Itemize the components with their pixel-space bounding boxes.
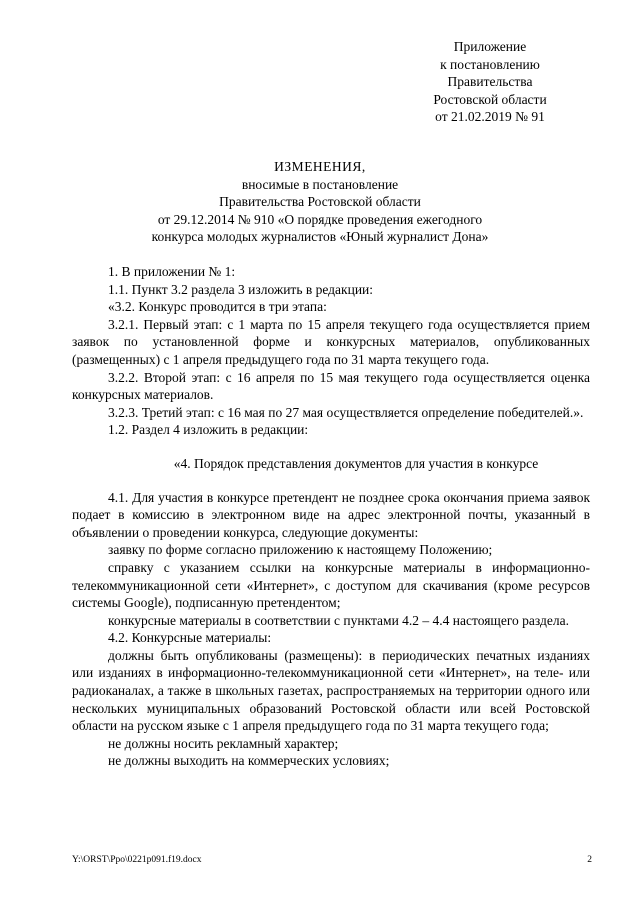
document-heading [100,158,540,246]
paragraph: конкурсные материалы в соответствии с пунктами 4.2 – 4.4 настоящего раздела. [108,612,569,628]
appendix-line: Ростовской области [433,91,547,107]
paragraph: 3.2.1. Первый этап: с 1 марта по 15 апреля текущего года осуществляется прием заявок по установленной форме и конкурсных материалов, опубликованных (размещенных) с 1 апреля предыдущего года по 31 марта текущего года. [72,316,590,367]
paragraph: заявку по форме согласно приложению к настоящему Положению; [108,542,493,558]
appendix-line: к постановлению [440,56,540,72]
page-number: 2 [587,855,592,865]
document-body [72,263,590,770]
paragraph: 1. В приложении № 1: [108,264,236,279]
appendix-header [390,38,590,126]
paragraph: не должны выходить на коммерческих условиях; [108,753,390,769]
paragraph: 4.1. Для участия в конкурсе претендент не позднее срока окончания приема заявок подает в комиссию в электронном виде на адрес электронной почты, указанный в объявлении о проведении конкурса, следующие документы: [72,489,590,540]
paragraph: 4.2. Конкурсные материалы: [108,630,272,646]
paragraph: 3.2.2. Второй этап: с 16 апреля по 15 мая текущего года осуществляется оценка конкурсных материалов. [72,369,590,403]
section-heading: «4. Порядок представления документов для участия в конкурсе [173,455,539,471]
paragraph: должны быть опубликованы (размещены): в периодических печатных изданиях или изданиях в информационно-телекоммуникационной сети «Интернет», на теле- или радиоканалах, а также в школьных газетах, распространяемых на территории одного или нескольких муниципальных образований Ростовской области или всей Ростовской области на русском языке с 1 апреля предыдущего года по 31 марта текущего года; [72,647,590,734]
heading-line: Правительства Ростовской области [219,194,421,209]
appendix-line: Приложение [453,39,527,54]
heading-line: вносимые в постановление [241,176,399,192]
paragraph: 1.1. Пункт 3.2 раздела 3 изложить в редакции: [108,281,374,297]
heading-line: от 29.12.2014 № 910 «О порядке проведения ежегодного [157,211,483,227]
heading-line: конкурса молодых журналистов «Юный журналист Дона» [151,229,489,244]
paragraph: «3.2. Конкурс проводится в три этапа: [108,299,327,315]
paragraph: 1.2. Раздел 4 изложить в редакции: [108,422,309,438]
document-title: ИЗМЕНЕНИЯ, [274,159,366,174]
file-path: Y:\ORST\Ppo\0221p091.f19.docx [72,855,202,865]
appendix-line: Правительства [447,74,533,89]
paragraph: не должны носить рекламный характер; [108,735,339,751]
appendix-line: от 21.02.2019 № 91 [435,109,545,124]
paragraph: справку с указанием ссылки на конкурсные материалы в информационно-телекоммуникационной сети «Интернет», с доступом для скачивания (кроме ресурсов системы Google), подписанную претендентом; [72,559,590,611]
paragraph: 3.2.3. Третий этап: с 16 мая по 27 мая осуществляется определение победителей.». [108,404,584,420]
